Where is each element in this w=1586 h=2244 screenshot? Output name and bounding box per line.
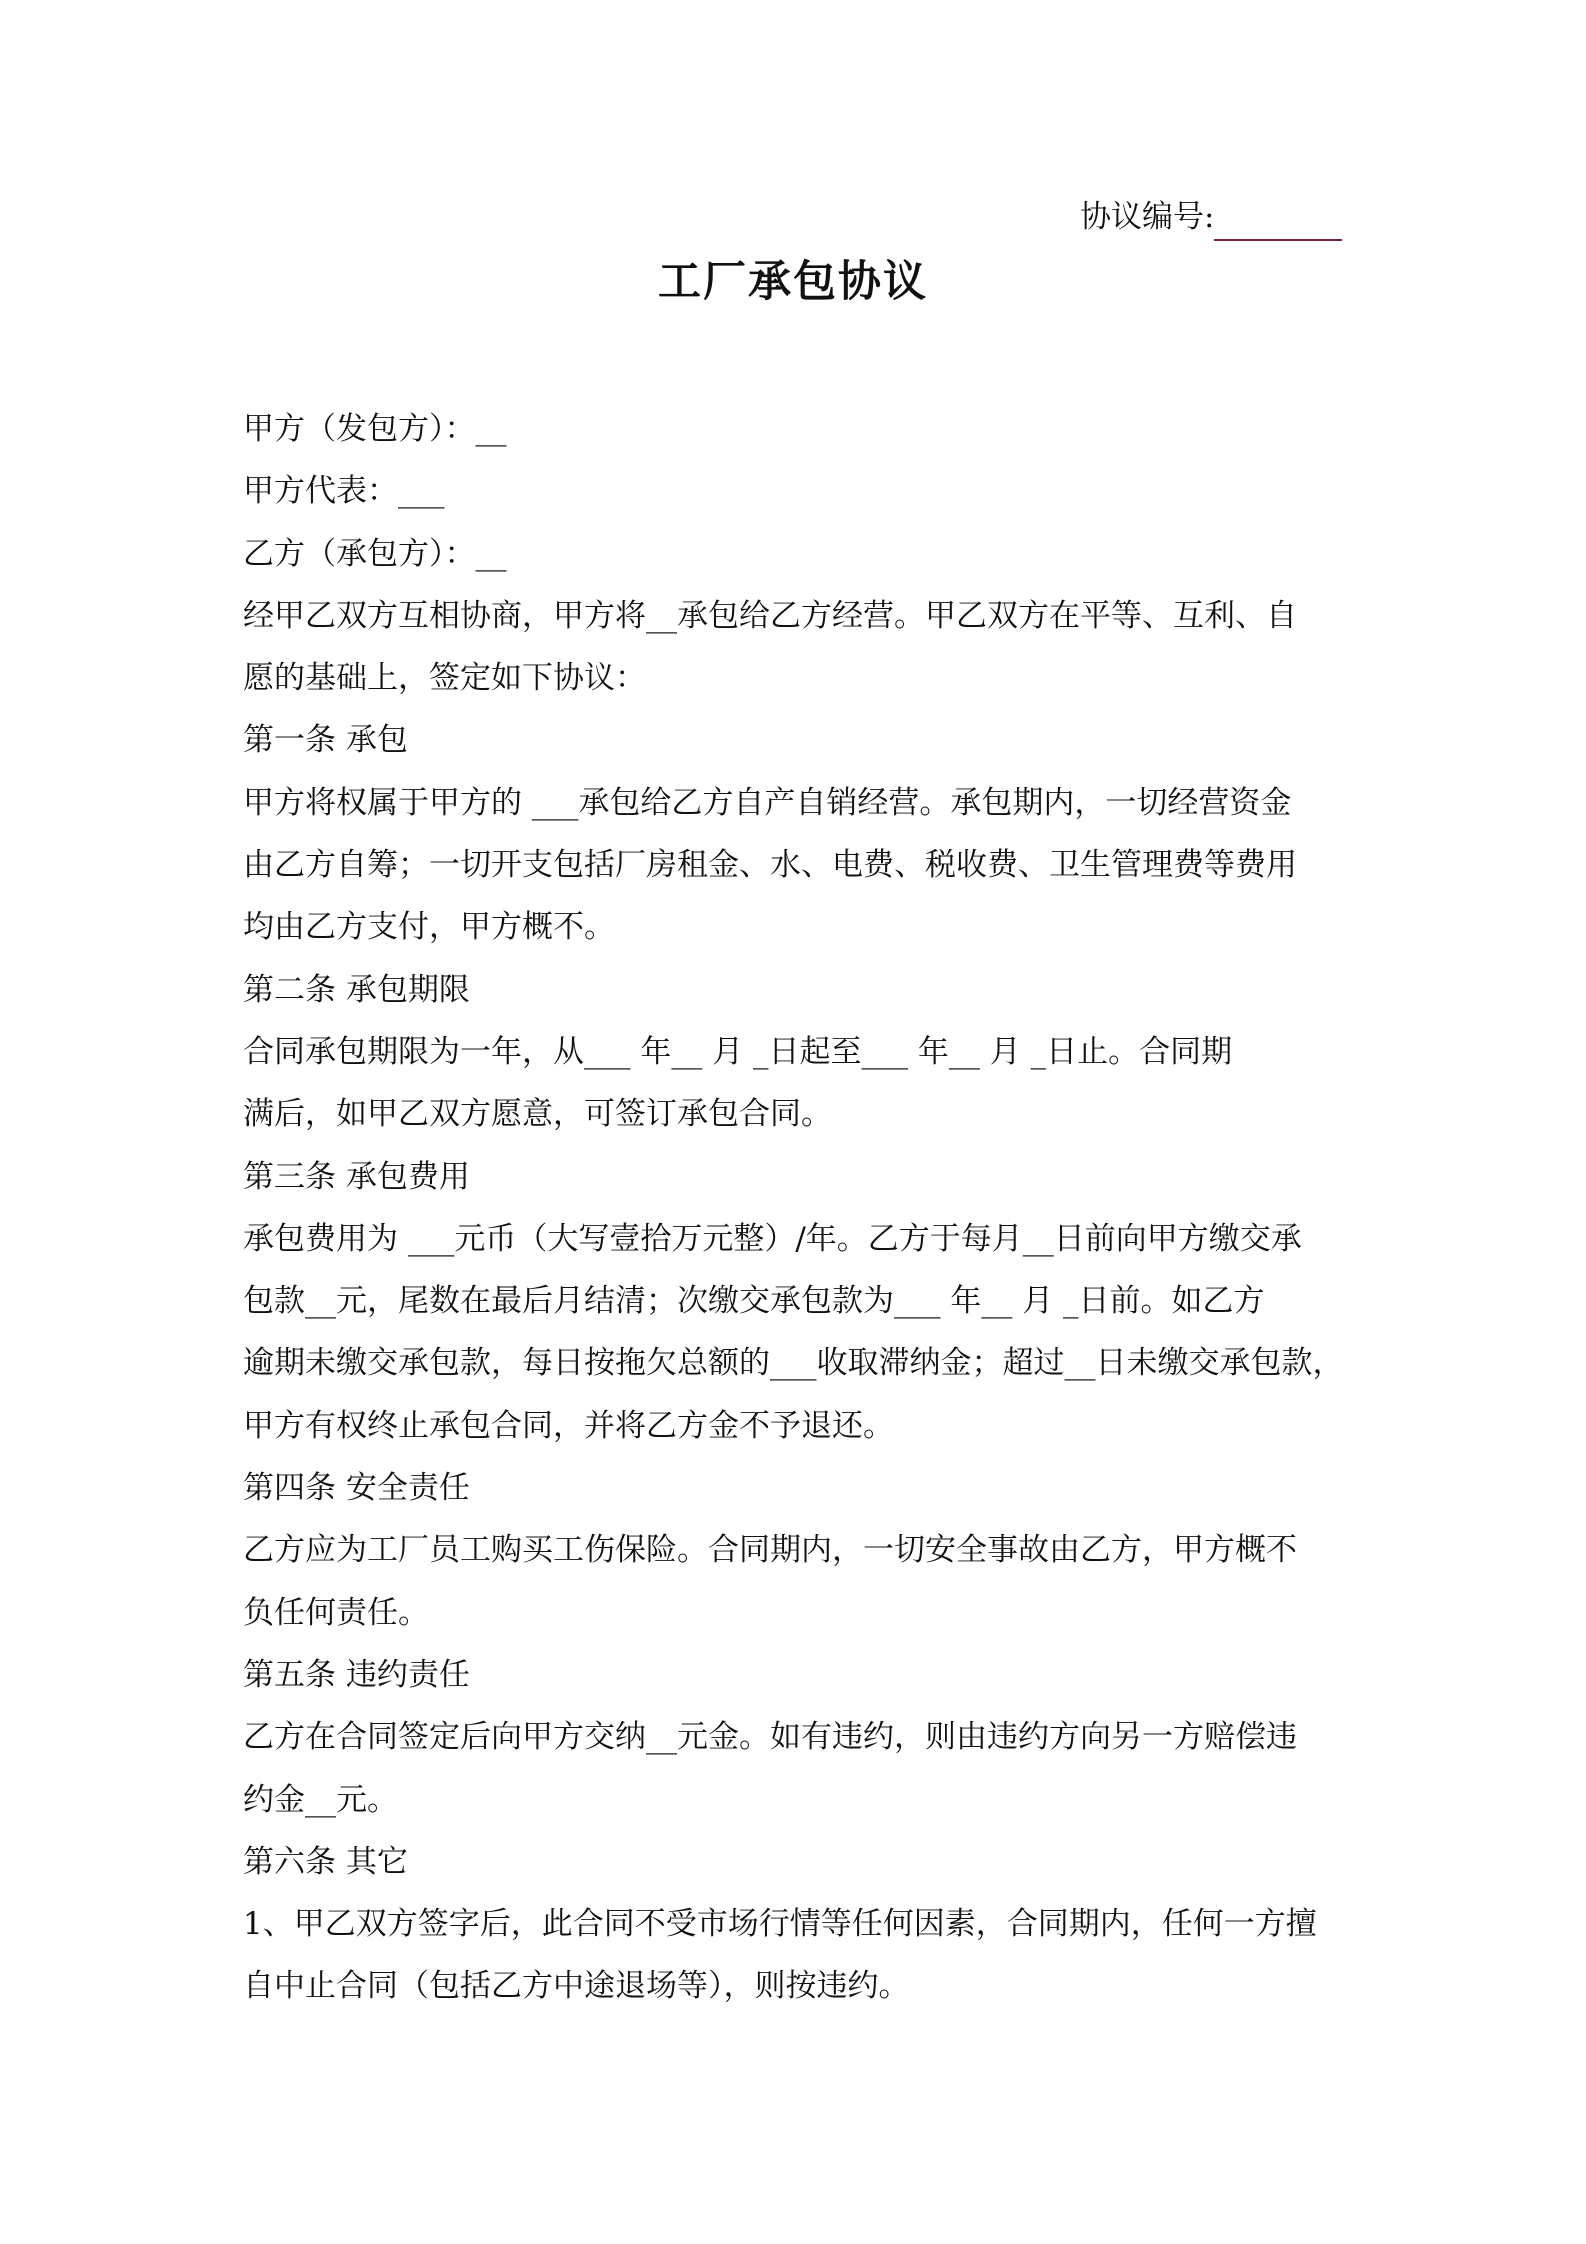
document-title: 工厂承包协议: [658, 257, 928, 307]
article-text-line: 甲方有权终止承包合同，并将乙方金不予退还。: [243, 1407, 894, 1444]
article-text-line: 由乙方自筹；一切开支包括厂房租金、水、电费、税收费、卫生管理费等费用: [243, 847, 1297, 884]
article-heading: 第五条 违约责任: [243, 1656, 470, 1693]
party-a-line: 甲方（发包方）：__: [243, 411, 507, 447]
agreement-number-blank: [1214, 203, 1342, 241]
article-text-line: 1、甲乙双方签字后，此合同不受市场行情等任何因素，合同期内，任何一方擅: [243, 1906, 1317, 1943]
party-b-line: 乙方（承包方）：__: [243, 535, 507, 572]
article-text-line: 乙方应为工厂员工购买工伤保险。合同期内，一切安全事故由乙方，甲方概不: [243, 1532, 1297, 1569]
article-text-line: 承包费用为 ___元币（大写壹拾万元整）/年。乙方于每月__日前向甲方缴交承: [243, 1220, 1302, 1257]
article-text-line: 逾期未缴交承包款，每日按拖欠总额的___收取滞纳金；超过__日未缴交承包款，: [243, 1345, 1344, 1382]
article-text-line: 甲方将权属于甲方的 ___承包给乙方自产自销经营。承包期内，一切经营资金: [243, 784, 1292, 821]
article-heading: 第三条 承包费用: [243, 1158, 470, 1195]
article-text-line: 均由乙方支付，甲方概不。: [243, 909, 615, 946]
article-heading: 第二条 承包期限: [243, 971, 470, 1008]
party-a-representative-line: 甲方代表：___: [243, 473, 445, 510]
article-text-line: 满后，如甲乙双方愿意，可签订承包合同。: [243, 1096, 832, 1133]
article-heading: 第四条 安全责任: [243, 1470, 470, 1507]
article-text-line: 负任何责任。: [243, 1594, 429, 1631]
preamble-line: 经甲乙双方互相协商，甲方将__承包给乙方经营。甲乙双方在平等、互利、自: [243, 597, 1297, 634]
agreement-number-label: 协议编号:: [1080, 199, 1215, 235]
article-heading: 第六条 其它: [243, 1843, 408, 1880]
article-text-line: 乙方在合同签定后向甲方交纳__元金。如有违约，则由违约方向另一方赔偿违: [243, 1719, 1297, 1756]
article-heading: 第一条 承包: [243, 722, 408, 759]
article-text-line: 合同承包期限为一年，从___ 年__ 月 _日起至___ 年__ 月 _日止。合同期: [243, 1033, 1233, 1070]
article-text-line: 包款__元，尾数在最后月结清；次缴交承包款为___ 年__ 月 _日前。如乙方: [243, 1283, 1265, 1320]
article-text-line: 约金__元。: [243, 1781, 398, 1818]
agreement-number: [1080, 193, 1360, 241]
document-body: [243, 398, 1383, 2018]
article-text-line: 自中止合同（包括乙方中途退场等），则按违约。: [243, 1968, 910, 2005]
preamble-line: 愿的基础上，签定如下协议：: [243, 660, 646, 697]
